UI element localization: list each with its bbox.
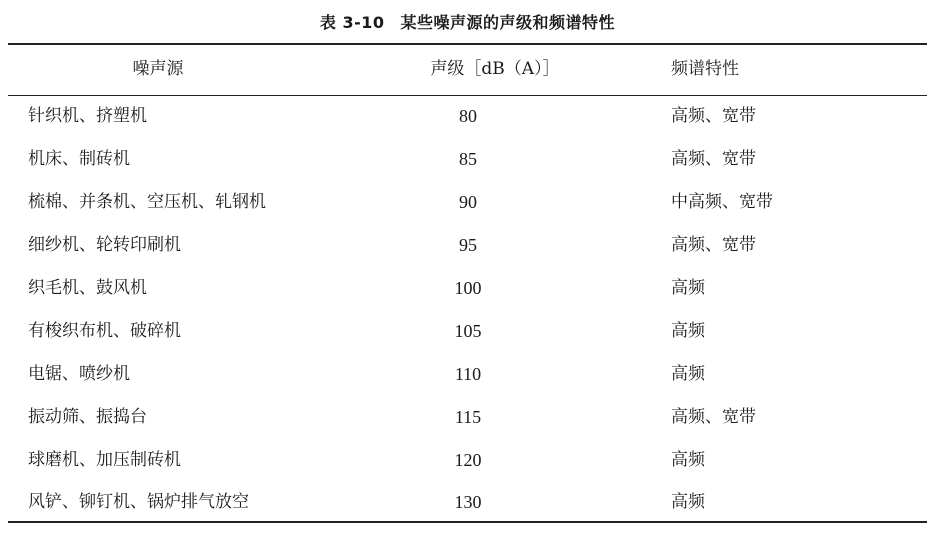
- cell-level: 90: [459, 192, 477, 212]
- cell-level: 110: [454, 364, 482, 384]
- table-row: [8, 267, 927, 310]
- cell-level: 85: [459, 149, 477, 169]
- table-row: [8, 181, 927, 224]
- cell-level: 95: [459, 235, 477, 255]
- column-header-spectrum: 频谱特性: [671, 59, 739, 79]
- cell-spectrum: 中高频、宽带: [671, 192, 773, 212]
- cell-spectrum: 高频、宽带: [671, 235, 756, 255]
- table-row: [8, 439, 927, 482]
- cell-source: 有梭织布机、破碎机: [28, 321, 181, 341]
- bottom-rule: [8, 521, 927, 523]
- table-row: [8, 138, 927, 181]
- table-caption: 某些噪声源的声级和频谱特性: [400, 13, 616, 32]
- cell-source: 针织机、挤塑机: [28, 106, 147, 126]
- cell-level: 120: [454, 450, 482, 470]
- table-header-row: [8, 48, 927, 91]
- cell-spectrum: 高频、宽带: [671, 407, 756, 427]
- cell-spectrum: 高频: [671, 450, 705, 470]
- cell-source: 梳棉、并条机、空压机、轧钢机: [28, 192, 266, 212]
- cell-level: 80: [459, 106, 477, 126]
- cell-level: 115: [454, 407, 482, 427]
- cell-spectrum: 高频: [671, 492, 705, 512]
- table-row: [8, 481, 927, 524]
- table-title: [0, 10, 935, 36]
- cell-source: 振动筛、振捣台: [28, 407, 147, 427]
- column-header-source: 噪声源: [132, 59, 184, 79]
- table-row: [8, 353, 927, 396]
- cell-spectrum: 高频、宽带: [671, 106, 756, 126]
- top-rule: [8, 43, 927, 45]
- cell-spectrum: 高频: [671, 321, 705, 341]
- table-number: 表 3-10: [319, 13, 385, 32]
- table-row: [8, 396, 927, 439]
- cell-spectrum: 高频: [671, 278, 705, 298]
- cell-spectrum: 高频、宽带: [671, 149, 756, 169]
- table-row: [8, 224, 927, 267]
- cell-level: 100: [454, 278, 482, 298]
- cell-source: 球磨机、加压制砖机: [28, 450, 181, 470]
- cell-source: 电锯、喷纱机: [28, 364, 130, 384]
- table-row: [8, 310, 927, 353]
- cell-source: 机床、制砖机: [28, 149, 130, 169]
- cell-level: 105: [454, 321, 482, 341]
- cell-spectrum: 高频: [671, 364, 705, 384]
- cell-source: 细纱机、轮转印刷机: [28, 235, 181, 255]
- table-row: [8, 95, 927, 138]
- cell-level: 130: [454, 492, 482, 512]
- cell-source: 织毛机、鼓风机: [28, 278, 147, 298]
- column-header-level: 声级［dB（A）］: [430, 59, 560, 79]
- cell-source: 风铲、铆钉机、锅炉排气放空: [28, 492, 249, 512]
